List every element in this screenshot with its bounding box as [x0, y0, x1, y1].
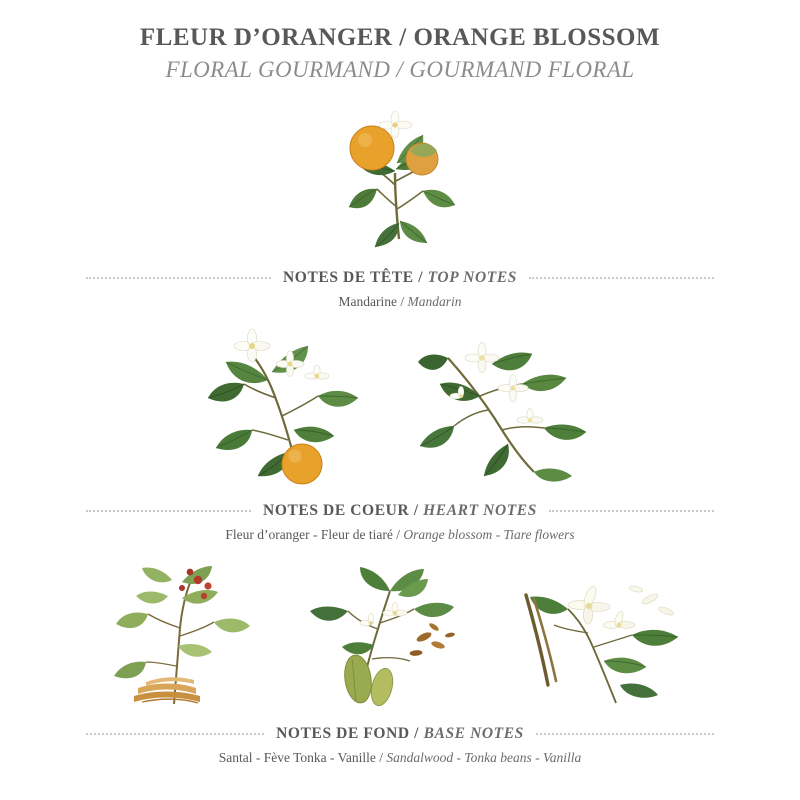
section-label-en: BASE NOTES — [423, 725, 524, 743]
divider-dotted-left — [86, 733, 264, 736]
section-notes-heart — [0, 527, 800, 543]
vanilla-orchid-illustration — [508, 577, 688, 707]
section-notes-base — [0, 750, 800, 766]
orange-branch-illustration — [315, 111, 485, 251]
section-label-heart-notes — [263, 502, 537, 520]
tiare-flower-branch-illustration — [418, 334, 598, 484]
divider-dotted-left — [86, 277, 271, 280]
section-label-en: TOP NOTES — [427, 269, 517, 287]
notes-separator: / — [379, 750, 384, 766]
tonka-bean-branch-illustration — [302, 567, 472, 707]
notes-fr: Mandarine — [338, 294, 397, 310]
notes-fr: Fleur d’oranger - Fleur de tiaré — [225, 527, 393, 543]
section-label-en: HEART NOTES — [423, 502, 537, 520]
notes-en: Orange blossom - Tiare flowers — [403, 527, 575, 543]
page-header — [0, 0, 800, 83]
section-label-base-notes — [276, 725, 524, 743]
notes-separator: / — [400, 294, 405, 310]
notes-fr: Santal - Fève Tonka - Vanille — [218, 750, 376, 766]
section-label-fr: NOTES DE FOND — [276, 725, 410, 743]
section-label-separator: / — [418, 269, 424, 287]
page-title: FLEUR D’ORANGER / ORANGE BLOSSOM — [139, 24, 661, 51]
section-label-separator: / — [413, 502, 419, 520]
divider-dotted-right — [536, 733, 714, 736]
sandalwood-branch-illustration — [112, 562, 262, 707]
page-subtitle: FLORAL GOURMAND / GOURMAND FLORAL — [165, 56, 635, 82]
notes-en: Mandarin — [407, 294, 462, 310]
section-heading-base-notes — [0, 725, 800, 743]
notes-en: Sandalwood - Tonka beans - Vanilla — [386, 750, 582, 766]
section-label-top-notes — [283, 269, 517, 287]
section-heading-top-notes — [0, 269, 800, 287]
divider-dotted-right — [549, 510, 714, 513]
heart-notes-illustration-row — [0, 324, 800, 484]
orange-blossom-branch-illustration — [202, 324, 382, 484]
base-notes-illustration-row — [0, 557, 800, 707]
top-notes-illustration-row — [0, 101, 800, 251]
section-label-separator: / — [414, 725, 420, 743]
section-notes-top — [0, 294, 800, 310]
section-heading-heart-notes — [0, 502, 800, 520]
notes-separator: / — [396, 527, 401, 543]
section-label-fr: NOTES DE TÊTE — [283, 269, 414, 287]
section-label-fr: NOTES DE COEUR — [263, 502, 410, 520]
divider-dotted-right — [529, 277, 714, 280]
divider-dotted-left — [86, 510, 251, 513]
